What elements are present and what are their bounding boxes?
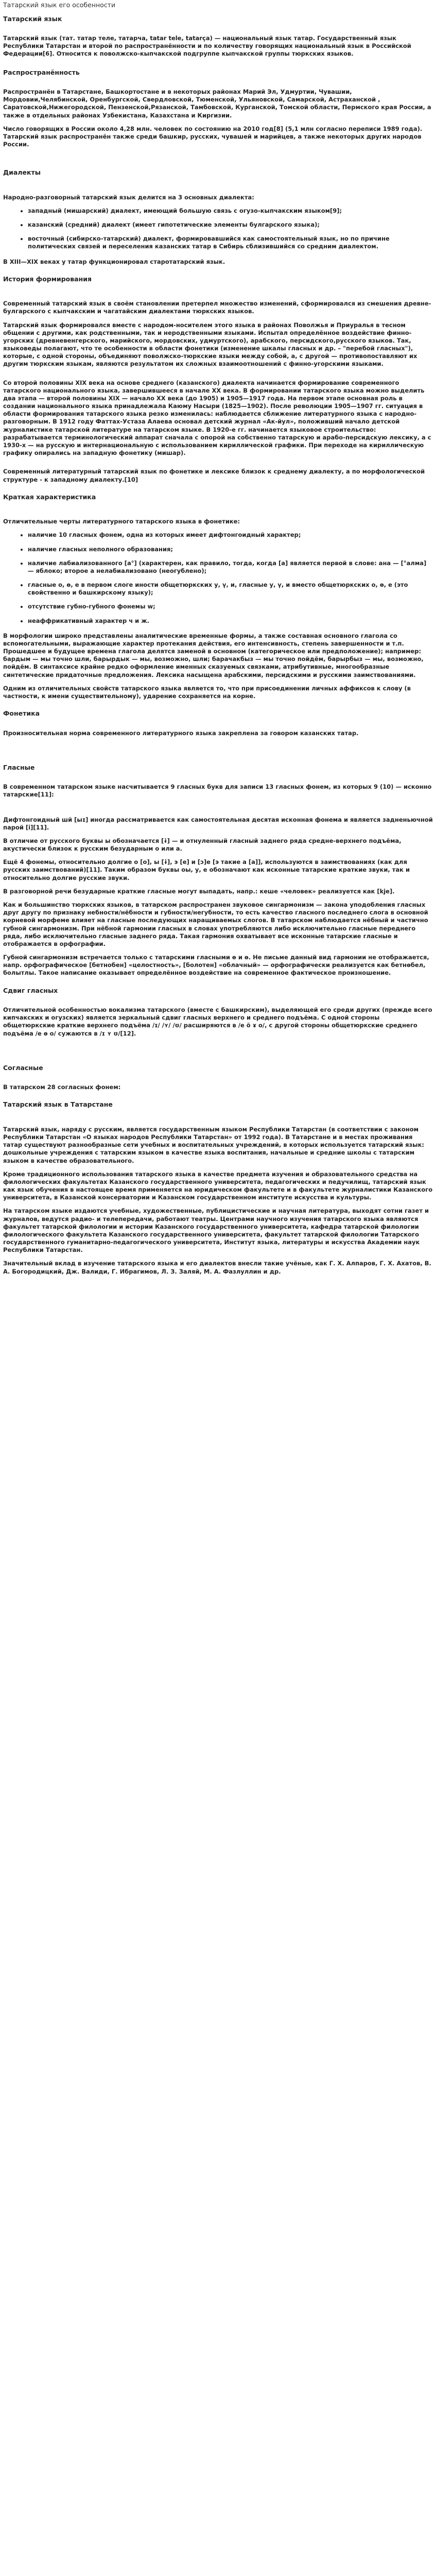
spread-paragraph: Распространён в Татарстане, Башкортостане и в некоторых районах Марий Эл, Удмуртии, Чувашии, Мордовии,Челябинской, Оренбургской, Свердловской, Тюменской, Ульяновской, Самарской, Астраханской , Саратовской,Нижегородской, Пензенской,Рязанской, Тамбовской, Курганской, Томской области, Пермского края России, а также в отдельных районах Узбекистана, Казахстана и Киргизии. bbox=[3, 88, 431, 119]
pronunciation-paragraph: Произносительная норма современного литературного языка закреплена за говором казанских татар. bbox=[3, 729, 359, 737]
phonetics-list bbox=[3, 531, 433, 624]
list-item: • гласные о, ө, е в первом слоге иности общетюркских у, ү, и, гласные у, ү, и вместо общетюркских о, ө, е (это свойственно и башкирскому языку); bbox=[28, 581, 433, 597]
tatarstan-paragraph-2: Кроме традиционного использования татарского языка в качестве предмета изучения и образовательного средства на филологических факультетах Казанского государственного университета, педагогических и педучилищ, татарский язык как язык обучения в настоящее время применяется на юридическом факультете и в факультете журналистики Казанского университета, в Казанской консерватории и Казанском государственном институте искусства и культуры. bbox=[3, 1170, 433, 1201]
history-paragraph-1: Современный татарский язык в своём становлении претерпел множество изменений, сформировался из смешения древне-булгарского с кыпчакским и чагатайским диалектами тюркских языков. bbox=[3, 300, 431, 315]
morphology-paragraph: В морфологии широко представлены аналитические временные формы, а также составная основного глагола со вспомогательными, выражающие характер протекания действия, его интенсивность, степень завершенности и т.п. Прошедшее и будущее времена глагола делятся заменой в основном (категорическое или предположение); например: бардым — мы точно шли, барырдык — мы, возможно, шли; барачакбыз — мы точно пойдём, барырбыз — мы, возможно, пойдём. В синтаксисе крайне редко оформление именных сказуемых связками, атрибутивные, многообразные синтетические придаточные предложения. Лексика насыщена арабскими, персидскими и русскими заимствованиями. bbox=[3, 632, 424, 679]
history-paragraph-2: Татарский язык формировался вместе с народом-носителем этого языка в районах Поволжья и Приуралья в тесном общении с другими, как родственными, так и неродственными языками. Испытал определённое воздействие финно-угорских (древневенгерского, марийского, мордовских, удмуртского), арабского, персидского,русского языков. Так, языковеды полагают, что те особенности в области фонетики (изменение шкалы гласных и др. – "перебой гласных"), которые, с одной стороны, объединяют поволжско-тюркские языки между собой, а, с другой — противопоставляют их другим тюркским языкам, являются результатом их сложных взаимоотношений с финно-угорскими языками. bbox=[3, 321, 417, 368]
stress-paragraph: Одним из отличительных свойств татарского языка является то, что при присоединении личных аффиксов к слову (в частности, к имени существительному), ударение сохраняется на корне. bbox=[3, 684, 411, 700]
vowels-paragraph-7: Губной сингармонизм встречается только с татарскими гласными ө и ө. Не письме данный вид гармонии не отображается, напр. орфографическое [бетнобен] «целостность», [болотен] «облачный» — орфографически реализуется как бетнөбел, болытлы. Такое написание оказывает определённое воздействие на современное фактическое произношение. bbox=[3, 954, 429, 977]
list-item: • наличие гласных неполного образования; bbox=[28, 546, 433, 553]
dialects-outro: В XIII—XIX веках у татар функционировал старотатарский язык. bbox=[3, 258, 225, 265]
list-item: • отсутствие губно-губного фонемы w; bbox=[28, 603, 433, 611]
document-page bbox=[0, 0, 436, 1286]
tatarstan-paragraph-3: На татарском языке издаются учебные, художественные, публицистические и научная литература, выходят сотни газет и журналов, ведутся радио- и телепередачи, работают театры. Центрами научного изучения татарского языка являются факультет татарской филологии и истории Казанского государственного университета, кафедра татарской филологии филологического факультета Казанского государственного университета, факультет татарской филологии Татарского государственного гуманитарно-педагогического университета, Институт языка, литературы и искусства Академии наук Республики Татарстан. bbox=[3, 1207, 429, 1254]
section-heading-dialects: Диалекты bbox=[3, 168, 41, 177]
vowels-paragraph-6: Как и большинство тюркских языков, в татарском распространен звуковое сингармонизм — закона уподобления гласных друг другу по признаку небности/нёбности и губности/негубности, то есть качество гласного последнего слога в основной корневой морфеме влияет на гласные последующих наращиваемых слогов. В татарском наблюдается нёбный и частично губной сингармонизм. При нёбной гармонии гласных в словах употребляются либо исключительно гласные переднего ряда, либо исключительно гласные заднего ряда. Такая гармония охватывает все исконные татарские гласные и отображается в орфографии. bbox=[3, 901, 428, 947]
page-subtitle: Татарский язык bbox=[3, 14, 62, 23]
history-paragraph-3: Со второй половины XIX века на основе среднего (казанского) диалекта начинается формирование современного татарского национального языка, завершившееся в начале XX века. В формировании татарского языка можно выделить два этапа — второй половины XIX — начало XX века (до 1905) и 1905—1917 года. На первом этапе основная роль в создании национального языка принадлежала Каюму Насыри (1825—1902). После революции 1905—1907 гг. ситуация в области формирования татарского языка резко изменилась: наблюдается сближение литературного языка с народно-разговорным. В 1912 году Фаттах-Устаза Алаева основал детский журнал «Ак-йул», положивший начало детской журналистике татарской литературе на татарском языке. В 1920-е гг. начинается языковое строительство: разрабатывается терминологический аппарат сначала с опорой на собственно татарскую и арабо-персидскую лексику, а с 1930-х — на русскую и интернациональную с использованием кириллической графики. При переходе на кириллическую графику опирались на западную фонетику (мишар). bbox=[3, 379, 431, 457]
list-item: • восточный (сибирско-татарский) диалект, формировавшийся как самостоятельный язык, но по причине политических связей и переселения казанских татар в Сибирь сблизившийся со средним диалектом. bbox=[28, 235, 433, 250]
section-heading-vowel-shift: Сдвиг гласных bbox=[3, 986, 58, 994]
section-heading-history: История формирования bbox=[3, 275, 92, 283]
list-item: • наличие 10 гласных фонем, одна из которых имеет дифтонгоидный характер; bbox=[28, 531, 433, 539]
vowels-paragraph-3: В отличие от русского буквы ы обозначается [ɨ] — и отнуленный гласный заднего ряда средне-верхнего подъёма, акустически близок к русским безударным о или а. bbox=[3, 837, 402, 853]
window-header bbox=[3, 1, 433, 10]
tatarstan-paragraph-4: Значительный вклад в изучение татарского языка и его диалектов внесли такие учёные, как Г. Х. Алпаров, Г. Х. Ахатов, В. А. Богородицкий, Дж. Валиди, Г. Ибрагимов, Л. З. Заляй, М. А. Фазлуллин и др. bbox=[3, 1260, 431, 1275]
dialects-list bbox=[3, 207, 433, 251]
phonetics-intro: Отличительные черты литературного татарского языка в фонетике: bbox=[3, 518, 240, 526]
consonants-paragraph: В татарском 28 согласных фонем: bbox=[3, 1083, 121, 1091]
section-heading-vowels: Гласные bbox=[3, 763, 35, 771]
list-item: • западный (мишарский) диалект, имеющий большую связь с огузо-кыпчакским языком[9]; bbox=[28, 207, 433, 215]
vowels-paragraph-2: Дифтонгоидный шй [ыɪ] иногда рассматривается как самостоятельная десятая исконная фонема и является задненьючной парой [i][11]. bbox=[3, 816, 433, 831]
census-paragraph: Число говорящих в России около 4,28 млн. человек по состоянию на 2010 год[8] (5,1 млн согласно переписи 1989 года). Татарский язык распространён также среди башкир, русских, чувашей и марийцев, а также некоторых других народов России. bbox=[3, 125, 423, 148]
dialects-intro: Народно-разговорный татарский язык делится на 3 основных диалекта: bbox=[3, 193, 254, 201]
vowels-paragraph-5: В разговорной речи безударные краткие гласные могут выпадать, напр.: кеше «человек» реализуется как [kjе]. bbox=[3, 887, 395, 895]
section-heading-spread: Распространённость bbox=[3, 68, 80, 76]
section-heading-tatarstan: Татарский язык в Татарстане bbox=[3, 1100, 113, 1109]
history-paragraph-4: Современный литературный татарский язык по фонетике и лексике близок к среднему диалекту, а по морфологической структуре - к западному диалекту.[10] bbox=[3, 468, 425, 483]
tatarstan-paragraph-1: Татарский язык, наряду с русским, является государственным языком Республики Татарстан (в соответствии с законом Республики Татарстан «О языках народов Республики Татарстан» от 1992 года). В Татарстане и в местах проживания татар существуют разнообразные сети учебных и воспитательных учреждений, в которых используется татарский язык: дошкольные учреждения с татарским языком в качестве языка воспитания, начальные и средние школы с татарским языком в качестве образовательного. bbox=[3, 1125, 424, 1164]
vowels-paragraph-4: Ещё 4 фонемы, относительно долгие о [o], ы [ɨ], э [e] и [ɔ]е [э такие а [a]], используются в заимствованиях (как для русских заимствований)[11]. Таким образом буквы оы, у, е обозначают как исконные татарские краткие звуки, так и относительно долгие русские звуки. bbox=[3, 858, 410, 882]
vowels-paragraph-8: Отличительной особенностью вокализма татарского (вместе с башкирским), выделяющей его среди других (прежде всего кипчакских и огузских) является зеркальный сдвиг гласных верхнего и среднего подъёма. С одной стороны общетюркские краткие верхнего подъёма /ɪ/ /ʏ/ /ʊ/ расширяются в /е ö ɤ о/, с другой стороны общетюркские среднего подъёма /е ө о/ сужаются в /ɪ ʏ ʊ/[12]. bbox=[3, 1006, 432, 1037]
vowels-paragraph-1: В современном татарском языке насчитывается 9 гласных букв для записи 13 гласных фонем, из которых 9 (10) — исконно татарские[11]: bbox=[3, 783, 432, 799]
section-heading-characteristics: Краткая характеристика bbox=[3, 493, 96, 501]
list-item: • неаффрикативный характер ч и ж. bbox=[28, 617, 433, 625]
section-heading-consonants: Согласные bbox=[3, 1063, 43, 1072]
section-heading-phonetics: Фонетика bbox=[3, 709, 40, 718]
list-item: • наличие лабиализованного [а°] (характерен, как правило, тогда, когда [а] является первой в слове: ана — [°алма] — яблоко; второе а нелабиализовано (неогублено); bbox=[28, 560, 433, 575]
window-title: Татарский язык его особенности bbox=[3, 1, 116, 9]
subtitle-block bbox=[3, 15, 433, 24]
list-item: • казанский (средний) диалект (имеет гипотетические элементы булгарского языка); bbox=[28, 221, 433, 229]
intro-paragraph: Татарский язык (тат. татар теле, татарча, tatar tele, tatarça) — национальный язык татар. Государственный язык Республики Татарстан и второй по распространённости и по количеству говорящих национальный язык в Российской Федерации[6]. Относится к поволжско-кыпчакской подгруппе кыпчакской группы тюркских языков. bbox=[3, 35, 411, 58]
